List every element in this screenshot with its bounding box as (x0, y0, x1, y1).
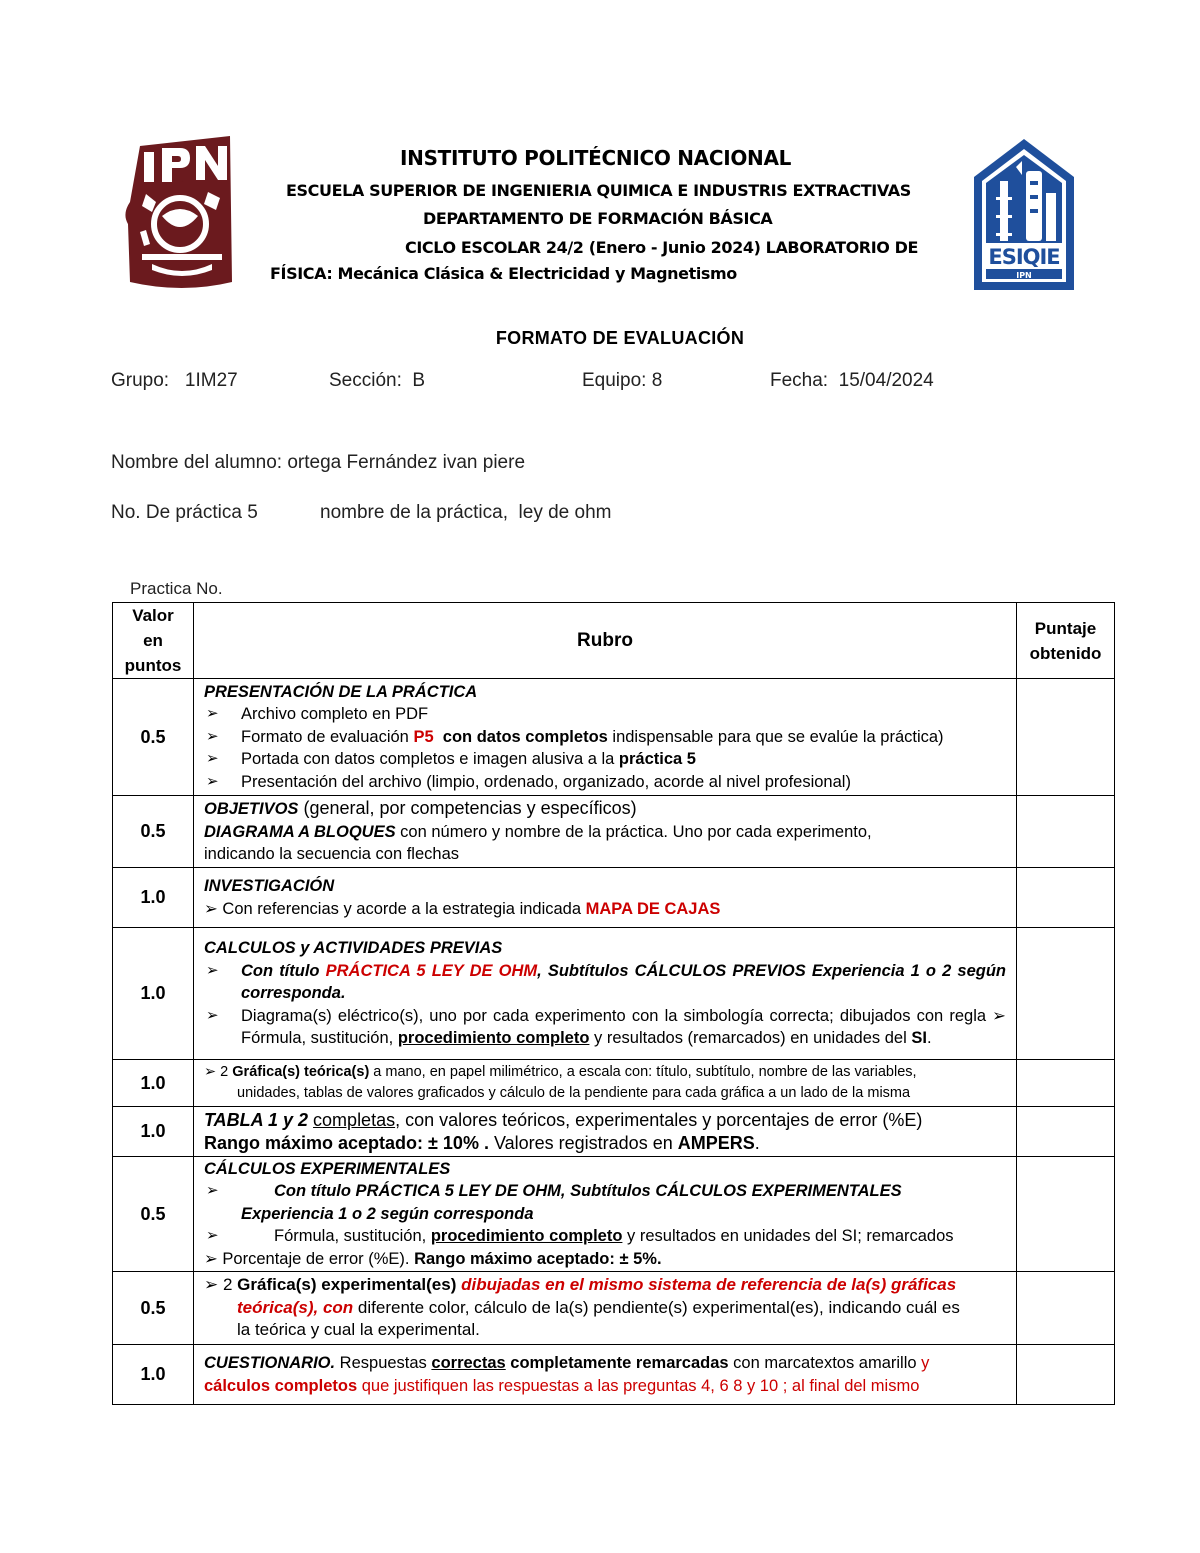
item-bold: , Subtítulos CÁLCULOS PREVIOS Experiencia 1 o 2 según corresponda. (241, 961, 1007, 1003)
row-title: OBJETIVOS (204, 800, 299, 819)
list-item (204, 960, 1006, 1005)
table-row (113, 1060, 1115, 1107)
item-highlight: PRÁCTICA 5 LEY DE OHM (325, 961, 538, 980)
arrow-bullet-icon: ➢ (206, 1006, 219, 1024)
item-text: con marcatextos amarillo (728, 1353, 922, 1372)
item-bold: Gráfica(s) teórica(s) (232, 1064, 370, 1080)
header-valor-3: puntos (124, 656, 182, 675)
item-text: (general, por competencias y específicos) (298, 798, 637, 819)
row-title: CÁLCULOS EXPERIMENTALES (204, 1159, 451, 1178)
item-bold: Experiencia 1 o 2 según corresponda (241, 1204, 534, 1223)
score-cell[interactable] (1017, 1272, 1115, 1345)
table-row (113, 928, 1115, 1060)
item-highlight: y (921, 1353, 930, 1372)
row-title: CALCULOS y ACTIVIDADES PREVIAS (204, 939, 503, 958)
item-bold: Con título (241, 961, 326, 980)
header-puntaje-1: Puntaje (1034, 618, 1097, 638)
list-item (204, 748, 1006, 771)
item-highlight: dibujadas en el mismo sistema de referencia de la(s) gráficas (456, 1275, 957, 1295)
row-title: INVESTIGACIÓN (204, 876, 335, 895)
practica-no-label: Practica No. (130, 579, 223, 598)
item-bold: práctica 5 (618, 750, 696, 769)
header-puntaje (1017, 603, 1115, 679)
row-value: 1.0 (113, 928, 194, 1060)
seccion-field: Sección: B (329, 370, 426, 391)
score-cell[interactable] (1017, 679, 1115, 796)
item-text: diferente color, cálculo de la(s) pendiente(s) experimental(es), indicando cuál es (353, 1297, 960, 1317)
item-text: indispensable para que se evalúe la práctica) (607, 727, 944, 746)
row-rubro (194, 1157, 1017, 1272)
header-rubro: Rubro (194, 603, 1017, 679)
form-title: FORMATO DE EVALUACIÓN (495, 328, 745, 348)
school-name: ESCUELA SUPERIOR DE INGENIERIA QUIMICA E INDUSTRIS EXTRACTIVAS (286, 181, 911, 200)
item-text: Portada con datos completos e imagen alusiva a la (241, 750, 619, 769)
item-text: y resultados (remarcados) en unidades del (589, 1029, 912, 1048)
table-row (113, 1272, 1115, 1345)
item-text: . (754, 1132, 760, 1153)
item-bold: completamente remarcadas (505, 1353, 729, 1372)
header-valor (113, 603, 194, 679)
score-cell[interactable] (1017, 1107, 1115, 1157)
item-bold: Rango máximo aceptado: ± 5%. (414, 1249, 662, 1268)
item-bold: procedimiento completo (397, 1029, 590, 1048)
row-value: 0.5 (113, 1272, 194, 1345)
item-text: ➢ Con referencias y acorde a la estrategia indicada (204, 899, 586, 918)
item-text: Diagrama(s) eléctrico(s), uno por cada experimento con la simbología correcta; dibujados con regla ➢ Fórmula, sustitución, (241, 1006, 1006, 1048)
arrow-bullet-icon: ➢ (206, 705, 219, 723)
item-text: , con valores teóricos, experimentales y porcentajes de error (%E) (395, 1109, 923, 1130)
ipn-logo-text: IPN (180, 181, 184, 183)
item-bold: procedimiento completo (430, 1227, 623, 1246)
header-puntaje-2: obtenido (1029, 643, 1102, 663)
score-cell[interactable] (1017, 1157, 1115, 1272)
arrow-bullet-icon: ➢ (206, 772, 219, 790)
table-row (113, 796, 1115, 868)
item-text: Fórmula, sustitución, (274, 1227, 431, 1246)
score-cell[interactable] (1017, 1345, 1115, 1405)
equipo-field: Equipo: 8 (582, 370, 663, 391)
item-highlight: MAPA DE CAJAS (585, 899, 721, 918)
header-valor-2: en (143, 631, 163, 650)
table-row (113, 1157, 1115, 1272)
item-bold: AMPERS (677, 1132, 755, 1153)
department-name: DEPARTAMENTO DE FORMACIÓN BÁSICA (423, 209, 773, 228)
list-item (204, 1005, 1006, 1050)
table-row (113, 1345, 1115, 1405)
row-value: 1.0 (113, 1107, 194, 1157)
item-bold: SI (911, 1029, 927, 1048)
row-value: 0.5 (113, 679, 194, 796)
row-rubro (194, 1345, 1017, 1405)
table-row (113, 868, 1115, 928)
row-value: 0.5 (113, 796, 194, 868)
item-underlined: completas (313, 1109, 396, 1130)
arrow-bullet-icon: ➢ (206, 1182, 219, 1200)
esiqie-logo-text: ESIQIE (988, 245, 1060, 269)
item-text: Valores registrados en (488, 1132, 678, 1153)
arrow-bullet-icon: ➢ (206, 1227, 219, 1245)
ipn-logo (122, 132, 242, 292)
item-text: . (926, 1029, 932, 1048)
row-value: 1.0 (113, 1060, 194, 1107)
item-highlight: P5 (413, 727, 434, 746)
header-valor-1: Valor (132, 606, 174, 625)
row-value: 0.5 (113, 1157, 194, 1272)
item-text: Respuestas (335, 1353, 432, 1372)
list-item (204, 726, 1006, 749)
fecha-field: Fecha: 15/04/2024 (770, 370, 934, 391)
item-highlight: cálculos completos (204, 1376, 358, 1395)
item-bold: Rango máximo aceptado: ± 10% . (204, 1132, 489, 1153)
institute-name: INSTITUTO POLITÉCNICO NACIONAL (400, 146, 792, 170)
row-title: CUESTIONARIO. (204, 1353, 336, 1372)
item-bold: Gráfica(s) experimental(es) (237, 1275, 457, 1295)
item-bold: con datos completos (442, 727, 608, 746)
esiqie-logo (970, 137, 1078, 292)
list-item (204, 703, 1006, 726)
item-text: ➢ Porcentaje de error (%E). (204, 1249, 415, 1268)
arrow-bullet-icon: ➢ (206, 727, 219, 745)
item-bold: Con título PRÁCTICA 5 LEY DE OHM, Subtítulos CÁLCULOS EXPERIMENTALES (274, 1182, 902, 1201)
item-text: indicando la secuencia con flechas (204, 845, 460, 864)
practice-name-field: nombre de la práctica, ley de ohm (320, 502, 612, 523)
item-text: con número y nombre de la práctica. Uno por cada experimento, (395, 822, 872, 841)
rubric-table (112, 602, 1115, 1405)
esiqie-logo-subtext: IPN (1016, 271, 1032, 280)
grupo-field: Grupo: 1IM27 (111, 370, 238, 391)
row-rubro (194, 868, 1017, 928)
row-rubro (194, 679, 1017, 796)
row-rubro (194, 1272, 1017, 1345)
score-cell[interactable] (1017, 928, 1115, 1060)
row-rubro (194, 1107, 1017, 1157)
item-text: ➢ 2 (204, 1275, 238, 1295)
item-text: a mano, en papel milimétrico, a escala con: título, subtítulo, nombre de las variables, (369, 1064, 917, 1080)
cycle-line-1: CICLO ESCOLAR 24/2 (Enero - Junio 2024) LABORATORIO DE (405, 238, 919, 257)
item-text: Formato de evaluación (241, 727, 414, 746)
table-header-row (113, 603, 1115, 679)
row-rubro (194, 928, 1017, 1060)
item-text: Archivo completo en PDF (241, 705, 429, 724)
row-title: TABLA 1 y 2 (204, 1109, 309, 1130)
item-bold: correctas (431, 1353, 506, 1372)
row-rubro (194, 796, 1017, 868)
score-cell[interactable] (1017, 1060, 1115, 1107)
table-row (113, 679, 1115, 796)
item-text: Presentación del archivo (limpio, ordenado, organizado, acorde al nivel profesional) (241, 772, 851, 791)
row-value: 1.0 (113, 1345, 194, 1405)
list-item (204, 771, 1006, 794)
score-cell[interactable] (1017, 868, 1115, 928)
item-text: unidades, tablas de valores graficados y cálculo de la pendiente para cada gráfica a un lado de la misma (237, 1085, 911, 1101)
item-highlight: que justifiquen las respuestas a las preguntas 4, 6 8 y 10 ; al final del mismo (357, 1376, 920, 1395)
list-item (204, 1225, 1006, 1248)
practice-number-field: No. De práctica 5 (111, 502, 258, 523)
item-text: la teórica y cual la experimental. (237, 1320, 480, 1340)
table-row (113, 1107, 1115, 1157)
row-value: 1.0 (113, 868, 194, 928)
row-rubro (194, 1060, 1017, 1107)
row-title: DIAGRAMA A BLOQUES (204, 822, 396, 841)
item-text: ➢ 2 (204, 1064, 233, 1080)
row-title: PRESENTACIÓN DE LA PRÁCTICA (204, 682, 478, 701)
score-cell[interactable] (1017, 796, 1115, 868)
item-text: y resultados en unidades del SI; remarcados (622, 1227, 954, 1246)
student-name-field: Nombre del alumno: ortega Fernández ivan piere (111, 452, 526, 473)
arrow-bullet-icon: ➢ (206, 750, 219, 768)
cycle-line-2: FÍSICA: Mecánica Clásica & Electricidad y Magnetismo (270, 264, 737, 283)
arrow-bullet-icon: ➢ (206, 961, 219, 979)
list-item (204, 1180, 1006, 1203)
item-highlight: teórica(s), con (237, 1297, 354, 1317)
